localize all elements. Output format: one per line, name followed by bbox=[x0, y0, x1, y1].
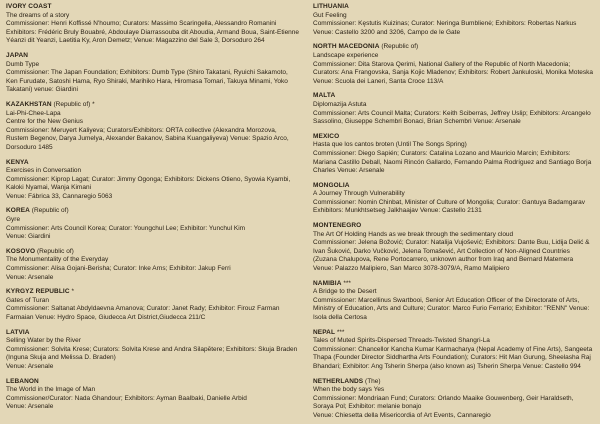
exhibition-title: The dreams of a story bbox=[6, 11, 70, 19]
pavilion-entry bbox=[6, 3, 300, 46]
pavilion-details: Commissioner: Meruyert Kaliyeva; Curators/Exhibitors: ORTA collective (Alexandra Morozova, Rustem Begenov, Darya Jumelya, Alexander Bakanov, Sabina Kuangaliyeva) Venue: Spazio Arco, Dorsoduro 1485 bbox=[6, 126, 289, 151]
pavilion-details: Commissioner: Kiprop Lagat; Curator: Jimmy Ogonga; Exhibitors: Dickens Otieno, Syowia Kyambi, Kaloki Nyamai, Wanja Kimani bbox=[6, 175, 291, 192]
pavilion-entry bbox=[313, 378, 595, 421]
pavilion-heading bbox=[6, 329, 300, 338]
pavilion-details: Commissioner: Kęstutis Kuizinas; Curator: Neringa Bumblienė; Exhibitors: Robertas Narkus Venue: Castello 3200 and 3206, Campo de le Gate bbox=[313, 20, 577, 36]
country-note: * bbox=[71, 288, 74, 296]
pavilion-details: Commissioner: The Japan Foundation; Exhibitors: Dumb Type (Shiro Takatani, Ryuichi Sakamoto, Ken Furudate, Satoshi Hama, Ryo Shiraki, Marihiko Hara, Hiromasa Tomari, Takuya Minami, Yoko Takatani) venue: Giardini bbox=[6, 69, 288, 94]
pavilion-heading bbox=[313, 378, 595, 387]
country-name: NAMIBIA bbox=[313, 279, 342, 287]
country-name: LITHUANIA bbox=[313, 3, 349, 10]
country-note: (Republic of) bbox=[36, 247, 74, 255]
pavilion-details: Commissioner/Curator: Nada Ghandour; Exhibitors: Ayman Baalbaki, Danielle Arbid bbox=[6, 394, 247, 402]
pavilion-entry bbox=[313, 92, 595, 126]
pavilion-details: Commissioner: Solvita Krese; Curators: Solvita Krese and Andra Silapētere; Exhibitors: Skuja Braden (Inguna Skuja and Melissa D. Braden) bbox=[6, 345, 298, 362]
pavilion-heading bbox=[6, 288, 300, 297]
pavilion-details: Commissioner: Arts Council Korea; Curator: Youngchul Lee; Exhibitor: Yunchul Kim bbox=[6, 224, 246, 232]
pavilion-entry bbox=[313, 3, 595, 37]
country-name: NEPAL bbox=[313, 328, 336, 336]
exhibition-title: Hasta que los cantos broten (Until The Songs Spring) bbox=[313, 141, 467, 149]
country-name: IVORY COAST bbox=[6, 3, 52, 10]
pavilion-details: Commissioner: Saltanat Abdyldaevna Amanova; Curator: Janet Rady; Exhibitor: Firouz Farman Farmaian Venue: Hydro Space, Giudecca Art District,Giudecca 211/C bbox=[6, 305, 280, 321]
pavilion-details: Commissioner: Alisa Gojani-Berisha; Curator: Inke Arns; Exhibitor: Jakup Ferri bbox=[6, 265, 231, 273]
country-note: (The) bbox=[365, 377, 381, 385]
pavilion-entry bbox=[313, 133, 595, 176]
exhibition-title: Diplomazija Astuta bbox=[313, 100, 367, 108]
exhibition-title: Tales of Muted Spirits-Dispersed Threads-Twisted Shangri-La bbox=[313, 337, 490, 345]
exhibition-title: A Bridge to the Desert bbox=[313, 288, 377, 296]
pavilion-heading bbox=[6, 248, 300, 257]
exhibition-title: Exercises in Conversation bbox=[6, 167, 82, 175]
country-note: *** bbox=[336, 328, 345, 336]
pavilion-entry bbox=[6, 52, 300, 95]
pavilion-heading bbox=[313, 329, 595, 338]
country-name: MONGOLIA bbox=[313, 181, 350, 189]
pavilion-details: Venue: Arsenale bbox=[6, 362, 54, 370]
pavilion-details: Commissioner: Nomin Chinbat, Minister of Culture of Mongolia; Curator: Gantuya Badamgarav Exhibitors: Munkhtsetseg Jalkhaajav Venue: Castello 2131 bbox=[313, 198, 586, 215]
exhibition-title: When the body says Yes bbox=[313, 386, 385, 394]
country-name: KENYA bbox=[6, 158, 29, 166]
exhibition-title: The Art Of Holding Hands as we break through the sedimentary cloud bbox=[313, 230, 514, 238]
pavilion-entry bbox=[6, 248, 300, 282]
pavilion-heading bbox=[313, 182, 595, 191]
pavilion-details: Commissioner: Mondriaan Fund; Curators: Orlando Maaike Gouwenberg, Geir Haraldseth, Soraya Pol; Exhibitor: melanie bonajo bbox=[313, 394, 574, 411]
country-note: (Republic of) bbox=[381, 43, 419, 51]
pavilion-details: Commissioner: Henri Koffissé N'houmo; Curators: Massimo Scaringella, Alessandro Romanini Exhibitors: Frédéric Bruly Bouabré, Abdoulaye Diarrassouba dit Aboudia, Armand Boua, Saint-Etienne Yéanzi dit Yeanzi, Laetitia Ky, Aron Demetz; Venue: Magazzino del Sale 3, Dorsoduro 264 bbox=[6, 20, 300, 45]
exhibition-title: Gut Feeling bbox=[313, 11, 347, 19]
pavilion-heading bbox=[6, 159, 300, 168]
pavilion-details: Commissioner: Marcellinus Swartbooi, Senior Art Education Officer of the Directorate of Arts, Ministry of Education, Arts and Culture; Curator: Marco Furio Ferrario; Exhibitor: "RENN" Venue: Isola della Certosa bbox=[313, 296, 590, 321]
country-name: KOREA bbox=[6, 207, 30, 215]
pavilion-entry bbox=[313, 222, 595, 274]
pavilion-entry bbox=[313, 43, 595, 86]
pavilion-entry bbox=[313, 329, 595, 372]
country-name: LATVIA bbox=[6, 328, 30, 336]
pavilion-heading bbox=[313, 280, 595, 289]
pavilion-heading bbox=[313, 133, 595, 142]
pavilion-details: Commissioner: Chancellor Kancha Kumar Karmacharya (Nepal Academy of Fine Arts), Sangeeta Thapa (Founder Director Siddhartha Arts Foundation); Curators: Hit Man Gurung, Sheelasha Raj Bhandari; Exhibitor: Ang Tsherin Sherpa (also known as) Tsherin Sherpa Venue: Castello 994 bbox=[313, 345, 593, 370]
exhibition-title: Lai-Phi-Chee-Lapa bbox=[6, 109, 61, 117]
pavilion-heading bbox=[6, 52, 300, 61]
right-column bbox=[313, 3, 595, 421]
country-name: NORTH MACEDONIA bbox=[313, 43, 380, 51]
country-name: MONTENEGRO bbox=[313, 222, 362, 230]
exhibition-title: Landscape experience bbox=[313, 51, 379, 59]
pavilion-heading bbox=[313, 92, 595, 101]
country-name: LEBANON bbox=[6, 377, 39, 385]
exhibition-title: The Monumentality of the Everyday bbox=[6, 256, 109, 264]
pavilion-entry bbox=[6, 101, 300, 153]
pavilion-heading bbox=[6, 207, 300, 216]
exhibition-title: Gates of Turan bbox=[6, 296, 49, 304]
pavilion-entry bbox=[6, 159, 300, 202]
pavilion-entry bbox=[6, 207, 300, 241]
exhibition-title: A Journey Through Vulnerability bbox=[313, 190, 405, 198]
pavilion-details: Venue: Giardini bbox=[6, 233, 51, 241]
pavilion-heading bbox=[6, 378, 300, 387]
pavilion-heading bbox=[6, 3, 300, 12]
pavilion-details: Commissioner: Dita Starova Qerimi, National Gallery of the Republic of North Macedonia; Curators: Ana Frangovska, Sanja Kojic Mladenov; Exhibitors: Robert Jankuloski, Monika Moteska Venue: Scuola dei Laneri, Santa Croce 113/A bbox=[313, 60, 593, 85]
country-name: KAZAKHSTAN bbox=[6, 100, 52, 108]
pavilion-details: Venue: Fábrica 33, Cannaregio 5063 bbox=[6, 192, 113, 200]
pavilion-details: Commissioner: Diego Sapién; Curators: Catalina Lozano and Mauricio Marcin; Exhibitors: Mariana Castillo Deball, Naomi Rincón Gallardo, Fernando Palma Rodríguez and Santiago Borja Charles Venue: Arsenale bbox=[313, 149, 592, 175]
country-note: (Republic of) * bbox=[53, 100, 95, 108]
pavilion-heading bbox=[313, 43, 595, 52]
pavilion-details: Venue: Chiesetta della Misericordia of Art Events, Cannaregio bbox=[313, 411, 491, 419]
country-name: KYRGYZ REPUBLIC bbox=[6, 288, 70, 296]
country-note: *** bbox=[343, 279, 351, 287]
exhibition-title: Dumb Type bbox=[6, 60, 40, 68]
country-name: MEXICO bbox=[313, 132, 340, 140]
pavilion-heading bbox=[313, 222, 595, 231]
exhibition-title: Gyre bbox=[6, 216, 21, 224]
pavilion-entry bbox=[6, 329, 300, 372]
pavilion-entry bbox=[6, 288, 300, 322]
exhibition-title: Selling Water by the River bbox=[6, 337, 81, 345]
pavilion-details: Venue: Arsenale bbox=[6, 273, 54, 281]
pavilion-entry bbox=[313, 182, 595, 216]
country-name: MALTA bbox=[313, 92, 336, 100]
country-name: KOSOVO bbox=[6, 247, 36, 255]
pavilion-entry bbox=[313, 280, 595, 323]
pavilion-details: Centre for the New Genius bbox=[6, 118, 83, 126]
country-note: (Republic of) bbox=[31, 207, 69, 215]
pavilion-heading bbox=[6, 101, 300, 110]
pavilion-details: Commissioner: Jelena Božović; Curator: Natalija Vujošević; Exhibitors: Dante Buu, Lidija Delić & Ivan Šuković, Darko Vučković, Jelena Tomašević, Art Collection of Non-Aligned Countries (Zuzana Chalupova, Rene Portocarrero, unknown author from Iraq and Bernard Matemera Venue: Palazzo Malipiero, San Marco 3078-3079/A, Ramo Malipiero bbox=[313, 239, 590, 273]
pavilion-entry bbox=[6, 378, 300, 412]
pavilion-heading bbox=[313, 3, 595, 12]
left-column bbox=[6, 3, 300, 412]
pavilion-details: Commissioner: Arts Council Malta; Curators: Keith Sciberras, Jeffrey Uslip; Exhibitors: Arcangelo Sassolino, Giuseppe Schembri Bonaci, Brian Schembri Venue: Arsenale bbox=[313, 109, 591, 126]
pavilion-details: Venue: Arsenale bbox=[6, 403, 54, 411]
country-name: NETHERLANDS bbox=[313, 377, 364, 385]
country-name: JAPAN bbox=[6, 51, 29, 59]
exhibition-title: The World in the Image of Man bbox=[6, 386, 96, 394]
